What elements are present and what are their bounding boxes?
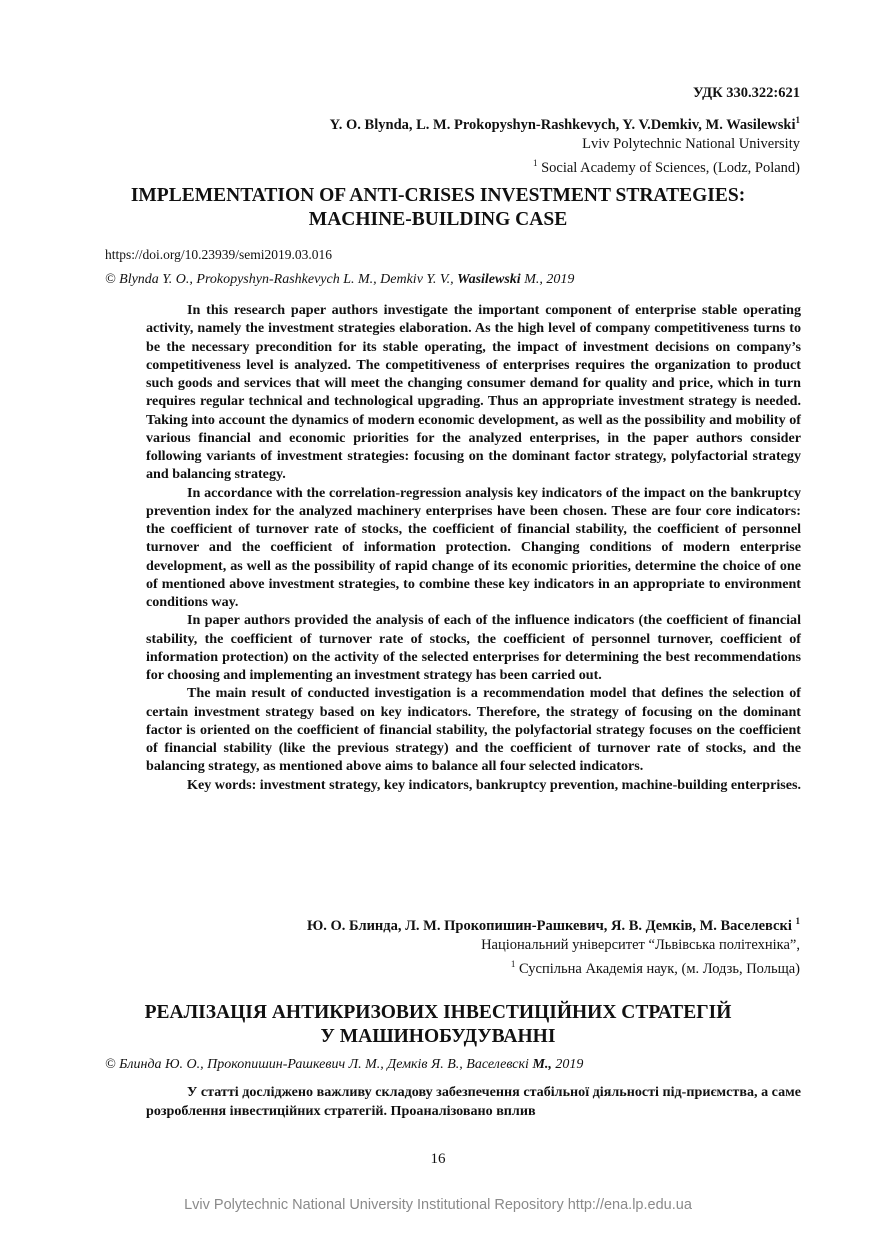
english-authors-text: Y. O. Blynda, L. M. Prokopyshyn-Rashkevych, Y. V.Demkiv, M. Wasilewski — [329, 116, 796, 133]
ukrainian-copyright-prefix: © Блинда Ю. О., Прокопишин-Рашкевич Л. М., Демків Я. В., Васелевскі — [105, 1057, 533, 1072]
english-copyright-bold: Wasilewski — [457, 272, 521, 287]
doi-link[interactable]: https://doi.org/10.23939/semi2019.03.016 — [105, 247, 333, 262]
english-affiliation-2 — [330, 154, 800, 178]
english-authors-superscript: 1 — [795, 115, 800, 125]
ukrainian-copyright-suffix: 2019 — [551, 1057, 584, 1072]
english-title-line-1: IMPLEMENTATION OF ANTI-CRISES INVESTMENT STRATEGIES: — [130, 185, 746, 206]
ukrainian-authors — [307, 912, 800, 936]
ukrainian-affiliation-2 — [307, 955, 800, 979]
english-authors — [330, 111, 800, 135]
english-author-block — [330, 111, 800, 178]
repository-footer[interactable]: Lviv Polytechnic National University Institutional Repository http://ena.lp.edu.ua — [184, 1197, 692, 1213]
abstract-paragraph-2: In accordance with the correlation-regression analysis key indicators of the impact on the bankruptcy prevention index for the analyzed machinery enterprises have been chosen. These are four core indicators: the coefficient of turnover rate of stocks, the coefficient of financial stability, the coefficient of personnel turnover and the coefficient of information protection. Changing conditions of modern enterprise development, as well as the possibility of rapid change of its economic priorities, determine the choice of one of mentioned above investment strategies, to combine these key indicators in an appropriate to environment conditions way. — [146, 484, 801, 610]
abstract-paragraph-1: In this research paper authors investigate the important component of enterprise stable operating activity, namely the investment strategies elaboration. As the high level of company competitiveness turns to be the necessary precondition for its stable operating, the impact of investment decisions on company’s competitiveness level is analyzed. The competitiveness of enterprises requires the organization to product such goods and services that will meet the changing consumer demand for quality and price, which in turn requires regular technical and technological upgrading. Thus an appropriate investment strategy is needed. Taking into account the dynamics of modern economic development, as well as the possibility and mobility of various financial and economic priorities for the analyzed enterprises, in the paper authors consider following variants of investment strategies: focusing on the dominant factor strategy, polyfactorial strategy and balancing strategy. — [146, 302, 801, 483]
english-abstract — [146, 301, 801, 794]
english-copyright — [105, 272, 574, 288]
ukrainian-affiliation: Національний університет “Львівська політехніка”, — [481, 936, 800, 953]
ukrainian-title-line-1: РЕАЛІЗАЦІЯ АНТИКРИЗОВИХ ІНВЕСТИЦІЙНИХ СТРАТЕГІЙ — [144, 1002, 732, 1023]
ukrainian-copyright-bold: М., — [532, 1057, 552, 1072]
ukrainian-authors-text: Ю. О. Блинда, Л. М. Прокопишин-Рашкевич, Я. В. Демків, М. Васелевскі — [306, 917, 796, 934]
english-keywords: Key words: investment strategy, key indicators, bankruptcy prevention, machine-building enterprises. — [187, 776, 801, 793]
english-affiliation-2-superscript: 1 — [532, 157, 538, 168]
ukrainian-authors-superscript: 1 — [795, 916, 800, 926]
ukrainian-author-block — [307, 912, 800, 979]
ukrainian-affiliation-2-superscript: 1 — [510, 958, 516, 969]
ukrainian-copyright — [105, 1057, 583, 1073]
ukrainian-abstract-paragraph: У статті досліджено важливу складову забезпечення стабільної діяльності під-приємства, а саме розроблення інвестиційних стратегій. Проаналізовано вплив — [146, 1084, 801, 1119]
english-copyright-prefix: © Blynda Y. O., Prokopyshyn-Rashkevych L. M., Demkiv Y. V., — [105, 272, 458, 287]
ukrainian-abstract — [146, 1083, 801, 1121]
page-number: 16 — [430, 1151, 446, 1167]
english-affiliation: Lviv Polytechnic National University — [582, 135, 800, 152]
english-title-line-2: MACHINE-BUILDING CASE — [308, 209, 568, 230]
abstract-paragraph-3: In paper authors provided the analysis of each of the influence indicators (the coefficient of financial stability, the coefficient of turnover rate of stocks, the coefficient of personnel turnover, coefficient of information protection) on the activity of the selected enterprises for determining the best recommendations for choosing and implementing an investment strategy has been carried out. — [146, 612, 801, 683]
udk-code: УДК 330.322:621 — [693, 85, 800, 101]
abstract-paragraph-4: The main result of conducted investigation is a recommendation model that defines the selection of certain investment strategy based on key indicators. Therefore, the strategy of focusing on the dominant factor is oriented on the coefficient of financial stability, the polyfactorial strategy focuses on the coefficient of financial stability (like the previous strategy) and the coefficient of turnover rate of stocks, and the balancing strategy, as mentioned above aims to balance all four selected indicators. — [146, 685, 801, 775]
ukrainian-affiliation-2-text: Суспільна Академія наук, (м. Лодзь, Польща) — [515, 960, 800, 977]
ukrainian-title — [0, 1001, 876, 1049]
english-title — [0, 184, 876, 232]
english-copyright-suffix: M., 2019 — [520, 272, 575, 287]
ukrainian-title-line-2: У МАШИНОБУДУВАННІ — [320, 1026, 556, 1047]
english-affiliation-2-text: Social Academy of Sciences, (Lodz, Poland) — [537, 159, 800, 176]
